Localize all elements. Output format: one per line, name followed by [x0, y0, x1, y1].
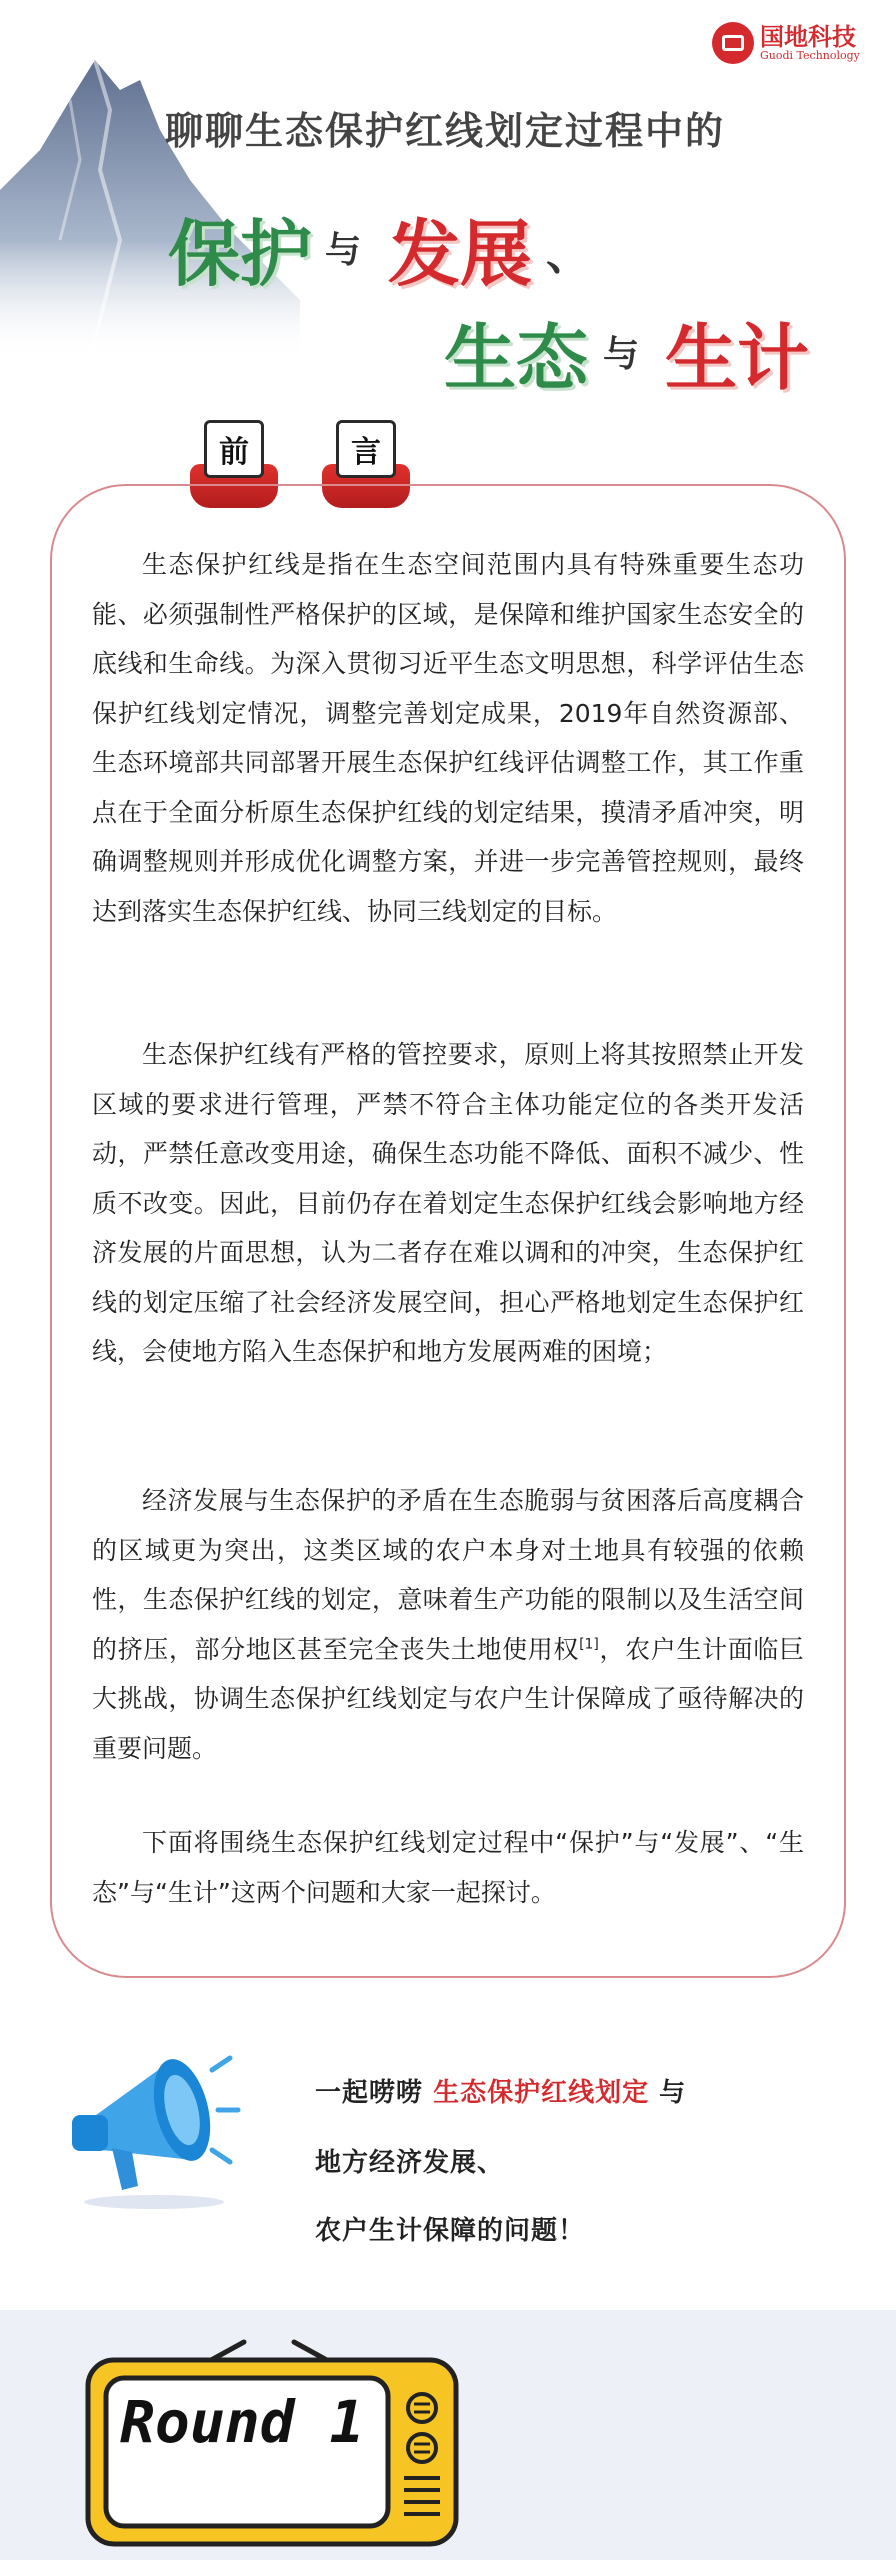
chat-line-3: 农户生计保障的问题！ — [315, 2216, 586, 2246]
logo-subtext: Guodi Technology — [760, 49, 860, 62]
foreword-card — [50, 484, 846, 1978]
title-joiner-2: 与 — [603, 334, 640, 375]
title-punct: 、 — [546, 229, 590, 280]
chat-line-2: 地方经济发展、 — [315, 2148, 505, 2178]
foreword-tab-2: 言 — [322, 420, 410, 510]
paragraph-2: 生态保护红线有严格的管控要求，原则上将其按照禁止开发区域的要求进行管理，严禁不符合主体功能定位的各类开发活动，严禁任意改变用途，确保生态功能不降低、面积不减少、性质不改变。因此，目前仍存在着划定生态保护红线会影响地方经济发展的片面思想，认为二者存在难以调和的冲突，生态保护红线的划定压缩了社会经济发展空间，担心严格地划定生态保护红线，会使地方陷入生态保护和地方发展两难的困境； — [92, 1040, 804, 1366]
chat-highlight: 生态保护红线划定 — [433, 2078, 650, 2108]
page-subtitle: 聊聊生态保护红线划定过程中的 — [165, 109, 726, 153]
brand-logo — [712, 22, 860, 64]
paragraph-4: 下面将围绕生态保护红线划定过程中“保护”与“发展”、“生态”与“生计”这两个问题和大家一起探讨。 — [92, 1828, 804, 1907]
paragraph-3: 经济发展与生态保护的矛盾在生态脆弱与贫困落后高度耦合的区域更为突出，这类区域的农户本身对土地具有较强的依赖性，生态保护红线的划定，意味着生产功能的限制以及生活空间的挤压，部分地区甚至完全丧失土地使用权[1]，农户生计面临巨大挑战，协调生态保护红线划定与农户生计保障成了亟待解决的重要问题。 — [92, 1486, 804, 1763]
title-livelihood: 生计 — [665, 315, 810, 400]
logo-icon — [712, 22, 754, 64]
logo-name: 国地科技 — [760, 23, 856, 51]
paragraph-1: 生态保护红线是指在生态空间范围内具有特殊重要生态功能、必须强制性严格保护的区域，是保障和维护国家生态安全的底线和生命线。为深入贯彻习近平生态文明思想，科学评估生态保护红线划定情况，调整完善划定成果，2019年自然资源部、生态环境部共同部署开展生态保护红线评估调整工作，其工作重点在于全面分析原生态保护红线的划定结果，摸清矛盾冲突，明确调整规则并形成优化调整方案，并进一步完善管控规则，最终达到落实生态保护红线、协同三线划定的目标。 — [92, 550, 804, 926]
title-protect: 保护 — [168, 211, 313, 296]
round-label: Round 1 — [120, 2388, 365, 2456]
title-ecology: 生态 — [444, 315, 589, 400]
foreword-tab-1: 前 — [190, 420, 278, 510]
chat-line-1: 一起唠唠 生态保护红线划定 与 — [315, 2078, 687, 2108]
megaphone-icon — [62, 2030, 242, 2210]
citation-ref: [1] — [579, 1636, 599, 1653]
title-joiner-1: 与 — [325, 230, 362, 271]
title-develop: 发展 — [388, 211, 533, 296]
